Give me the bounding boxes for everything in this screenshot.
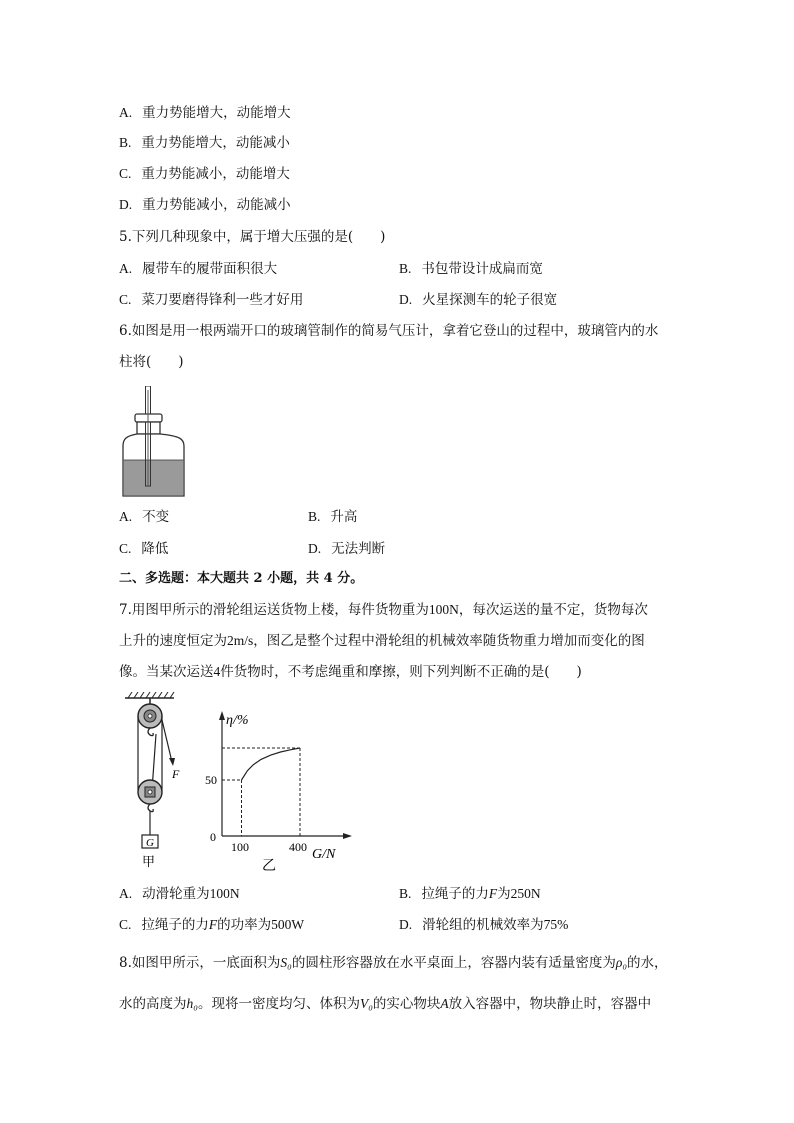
q5-stem: 5.下列几种现象中，属于增大压强的是( ) <box>119 229 386 245</box>
q5-option-a: A. 履带车的履带面积很大 <box>119 261 278 277</box>
q8-stem-line1: 8.如图甲所示，一底面积为S₀的圆柱形容器放在水平桌面上，容器内装有适量密度为ρ₀的水， <box>119 955 668 971</box>
x-tick-100: 100 <box>231 840 249 854</box>
x-axis-label: G/N <box>312 847 336 862</box>
q5-option-c: C. 菜刀要磨得锋利一些才好用 <box>119 292 304 308</box>
pulley-figure <box>120 692 200 872</box>
q4-option-a: A. 重力势能增大，动能增大 <box>119 105 291 121</box>
barometer-figure <box>118 386 190 500</box>
figure-jia-caption: 甲 <box>142 854 156 869</box>
q6-option-d: D. 无法判断 <box>308 541 386 557</box>
q6-option-c: C. 降低 <box>119 541 169 557</box>
q7-option-b: B. 拉绳子的力F为250N <box>399 886 541 902</box>
q6-stem-line2: 柱将( ) <box>119 354 184 370</box>
bottle-water <box>124 460 184 495</box>
section-heading-multi-choice: 二、多选题：本大题共 2 小题，共 4 分。 <box>119 571 364 586</box>
q4-option-c: C. 重力势能减小，动能增大 <box>119 166 290 182</box>
weight-g-label: G <box>146 837 154 849</box>
x-tick-400: 400 <box>289 840 307 854</box>
efficiency-chart <box>200 704 360 876</box>
q7-stem-line1: 7.用图甲所示的滑轮组运送货物上楼，每件货物重为100N，每次运送的量不定，货物每次 <box>119 602 648 618</box>
q5-option-d: D. 火星探测车的轮子很宽 <box>399 292 558 308</box>
y-axis-label: η/% <box>226 713 249 728</box>
q7-stem-line2: 上升的速度恒定为2m/s，图乙是整个过程中滑轮组的机械效率随货物重力增加而变化的图 <box>119 633 645 649</box>
q6-stem-line1: 6.如图是用一根两端开口的玻璃管制作的简易气压计，拿着它登山的过程中，玻璃管内的水 <box>119 323 659 339</box>
force-f-label: F <box>172 767 180 781</box>
q7-option-c: C. 拉绳子的力F的功率为500W <box>119 917 305 933</box>
efficiency-curve <box>242 748 301 780</box>
y-tick-50: 50 <box>205 773 217 787</box>
q6-option-a: A. 不变 <box>119 509 170 525</box>
q8-stem-line2: 水的高度为h₀。现将一密度均匀、体积为V₀的实心物块A放入容器中，物块静止时，容器中 <box>119 996 652 1012</box>
q7-stem-line3: 像。当某次运送4件货物时，不考虑绳重和摩擦，则下列判断不正确的是( ) <box>119 664 582 680</box>
q4-option-d: D. 重力势能减小，动能减小 <box>119 197 291 213</box>
q4-option-b: B. 重力势能增大，动能减小 <box>119 135 290 151</box>
q7-option-a: A. 动滑轮重为100N <box>119 886 240 902</box>
y-tick-0: 0 <box>210 830 216 844</box>
q7-option-d: D. 滑轮组的机械效率为75% <box>399 917 569 933</box>
q6-option-b: B. 升高 <box>308 509 358 525</box>
q5-option-b: B. 书包带设计成扁而宽 <box>399 261 543 277</box>
figure-yi-caption: 乙 <box>262 859 276 874</box>
